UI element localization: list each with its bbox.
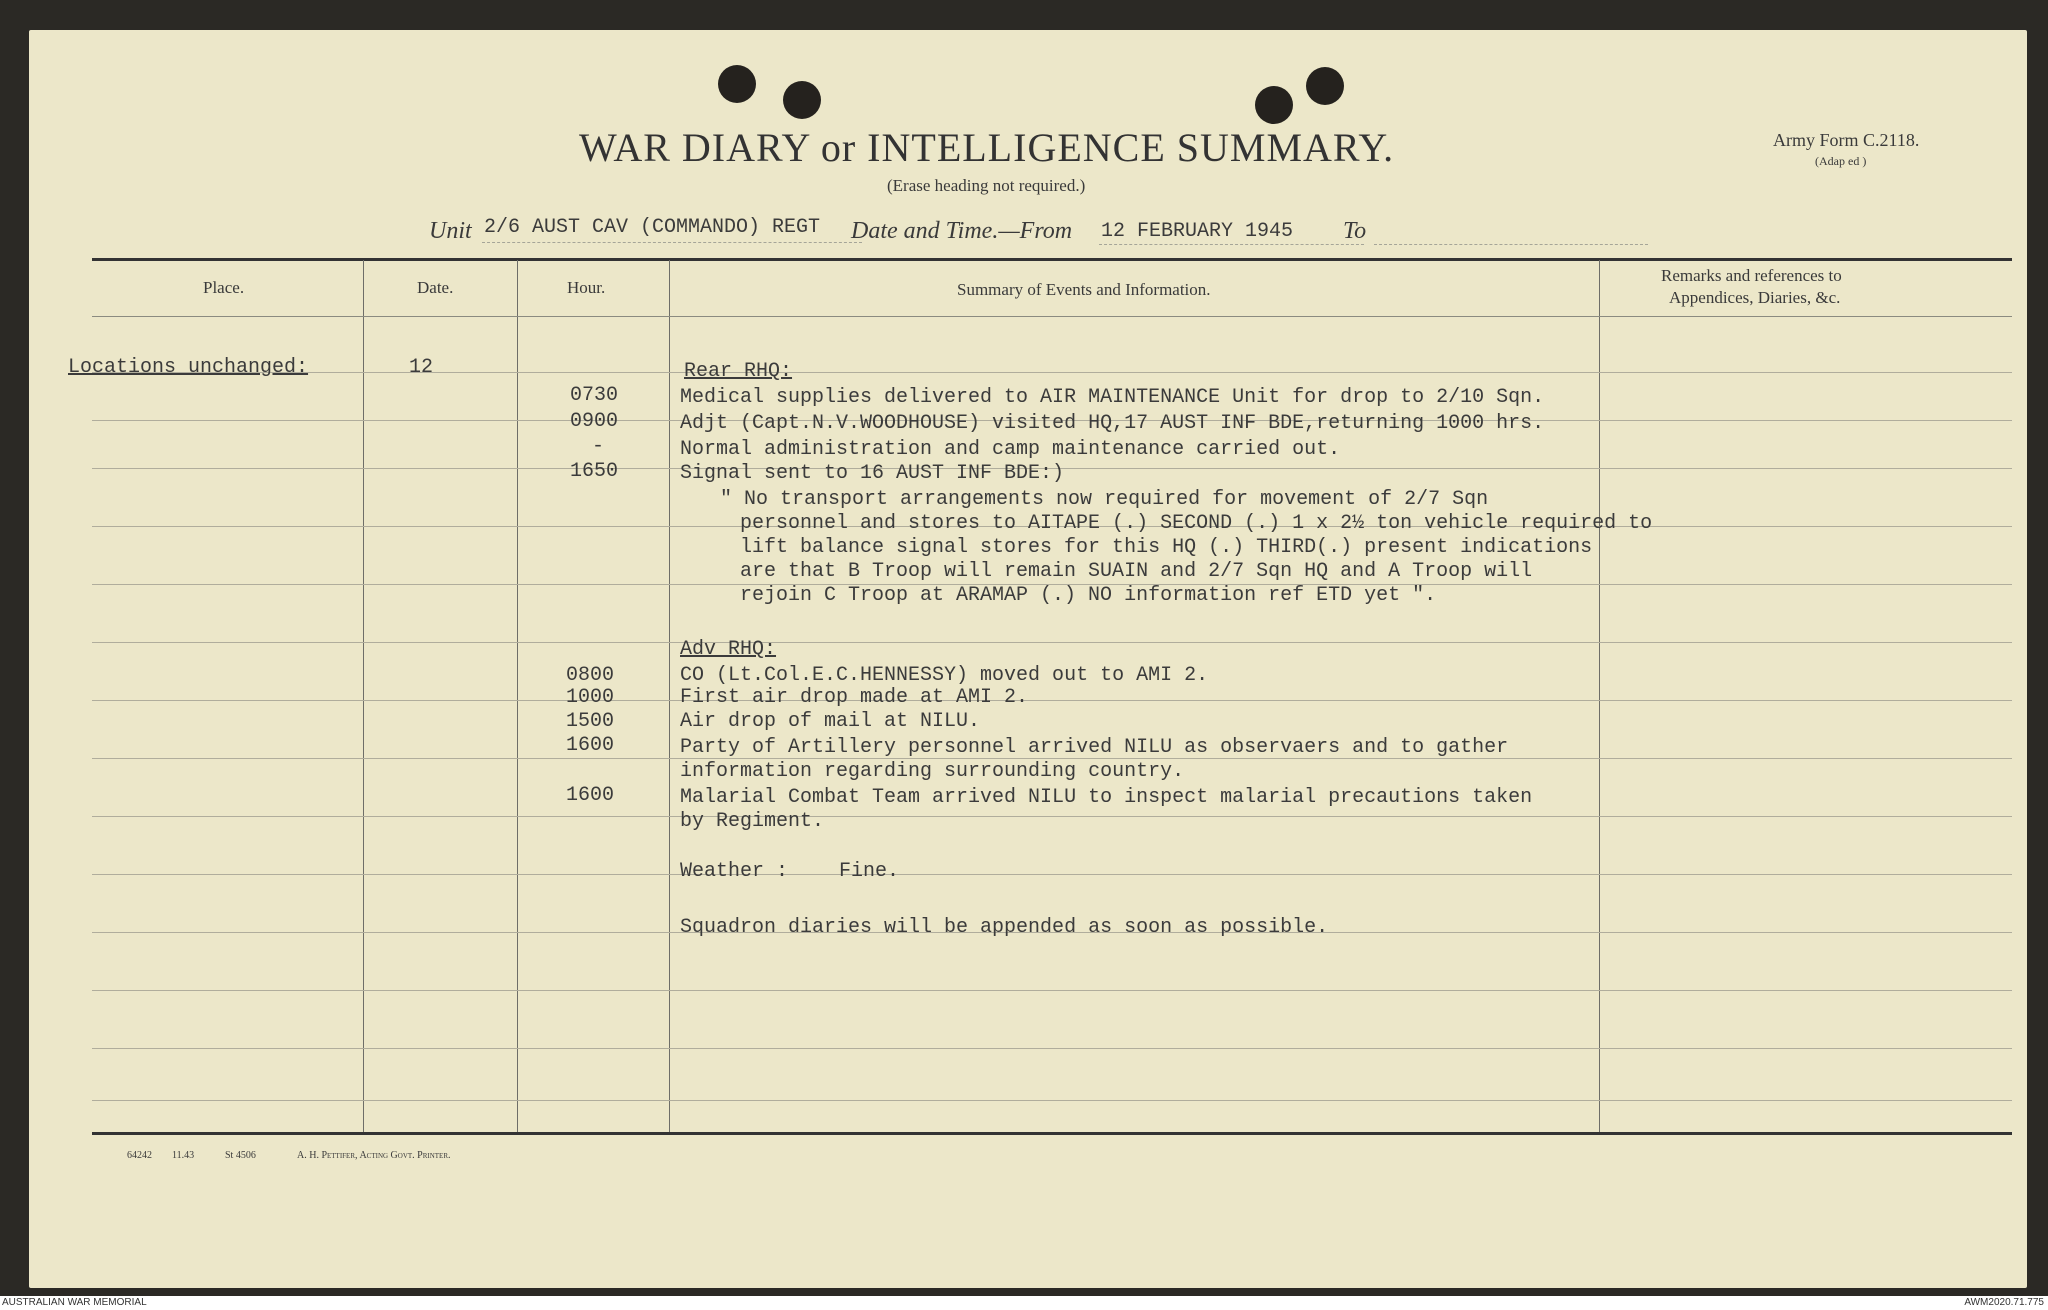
place-entry: Locations unchanged: [68, 356, 309, 379]
hour-entry: 1000 [566, 686, 615, 709]
punch-hole [783, 81, 821, 119]
archive-footer-left: AUSTRALIAN WAR MEMORIAL [2, 1297, 147, 1308]
column-header-remarks-2: Appendices, Diaries, &c. [1669, 288, 1841, 307]
header-underline [92, 316, 2012, 317]
signal-text: " No transport arrangements now required for movement of 2/7 Sqn [720, 488, 1489, 511]
ruled-line [92, 816, 2012, 817]
closing-note: Squadron diaries will be appended as soon as possible. [680, 916, 1329, 939]
rear-rhq-heading: Rear RHQ: [684, 360, 793, 383]
unit-value: 2/6 AUST CAV (COMMANDO) REGT [484, 216, 821, 239]
unit-label: Unit [429, 218, 472, 244]
signal-text: rejoin C Troop at ARAMAP (.) NO information ref ETD yet ". [740, 584, 1437, 607]
punch-hole [718, 65, 756, 103]
ruled-line [92, 1048, 2012, 1049]
weather-value: Fine. [839, 860, 900, 883]
column-divider [1599, 260, 1600, 1132]
event-text: Adjt (Capt.N.V.WOODHOUSE) visited HQ,17 AUST INF BDE,returning 1000 hrs. [680, 412, 1545, 435]
army-form-number: Army Form C.2118. [1773, 130, 1920, 150]
event-text: Signal sent to 16 AUST INF BDE:) [680, 462, 1065, 485]
archive-footer-bar [0, 1296, 2048, 1310]
ruled-line [92, 1100, 2012, 1101]
unit-dotted-line [482, 242, 862, 243]
hour-entry: 0800 [566, 664, 615, 687]
punch-hole [1306, 67, 1344, 105]
table-bottom-rule [92, 1132, 2012, 1135]
event-text: by Regiment. [680, 810, 825, 833]
signal-text: lift balance signal stores for this HQ (.) THIRD(.) present indications [740, 536, 1593, 559]
weather-label: Weather : [680, 860, 789, 883]
event-text: First air drop made at AMI 2. [680, 686, 1029, 709]
column-divider [669, 260, 670, 1132]
ruled-line [92, 990, 2012, 991]
signal-text: personnel and stores to AITAPE (.) SECOND (.) 1 x 2½ ton vehicle required to [740, 512, 1653, 535]
ruled-line [92, 874, 2012, 875]
event-text: Air drop of mail at NILU. [680, 710, 981, 733]
war-diary-sheet [29, 30, 2027, 1288]
date-value: 12 FEBRUARY 1945 [1101, 220, 1294, 243]
hour-entry: 1650 [570, 460, 619, 483]
printer-code: St 4506 [225, 1150, 256, 1161]
hour-entry: 0730 [570, 384, 619, 407]
hour-entry: 1600 [566, 734, 615, 757]
to-label: To [1343, 218, 1367, 244]
column-header-remarks: Remarks and references to [1661, 266, 1842, 285]
event-text: Malarial Combat Team arrived NILU to inspect malarial precautions taken [680, 786, 1533, 809]
hour-entry: - [592, 435, 605, 458]
form-subtitle: (Erase heading not required.) [887, 176, 1086, 195]
ruled-line [92, 700, 2012, 701]
date-entry: 12 [409, 356, 434, 379]
table-top-rule [92, 258, 2012, 261]
event-text: information regarding surrounding country. [680, 760, 1185, 783]
printer-credit: A. H. Pettifer, Acting Govt. Printer. [297, 1150, 451, 1161]
date-label: Date and Time.—From [851, 218, 1073, 244]
event-text: CO (Lt.Col.E.C.HENNESSY) moved out to AMI 2. [680, 664, 1209, 687]
event-text: Medical supplies delivered to AIR MAINTENANCE Unit for drop to 2/10 Sqn. [680, 386, 1545, 409]
date-dotted-line [1099, 244, 1364, 245]
archive-footer-right: AWM2020.71.775 [1964, 1297, 2044, 1308]
adv-rhq-heading: Adv RHQ: [680, 638, 777, 661]
hour-entry: 0900 [570, 410, 619, 433]
hour-entry: 1600 [566, 784, 615, 807]
column-header-date: Date. [417, 278, 454, 297]
to-dotted-line [1374, 244, 1648, 245]
printer-code: 11.43 [172, 1150, 195, 1161]
signal-text: are that B Troop will remain SUAIN and 2/7 Sqn HQ and A Troop will [740, 560, 1533, 583]
column-divider [363, 260, 364, 1132]
ruled-line [92, 372, 2012, 373]
column-header-hour: Hour. [567, 278, 606, 297]
form-title: WAR DIARY or INTELLIGENCE SUMMARY. [579, 125, 1395, 170]
hour-entry: 1500 [566, 710, 615, 733]
event-text: Normal administration and camp maintenance carried out. [680, 438, 1341, 461]
ruled-line [92, 642, 2012, 643]
printer-code: 64242 [127, 1150, 152, 1161]
event-text: Party of Artillery personnel arrived NILU as observaers and to gather [680, 736, 1509, 759]
column-header-summary: Summary of Events and Information. [957, 280, 1211, 299]
column-divider [517, 260, 518, 1132]
punch-hole [1255, 86, 1293, 124]
column-header-place: Place. [203, 278, 245, 297]
army-form-adapted: (Adap ed ) [1815, 154, 1867, 168]
